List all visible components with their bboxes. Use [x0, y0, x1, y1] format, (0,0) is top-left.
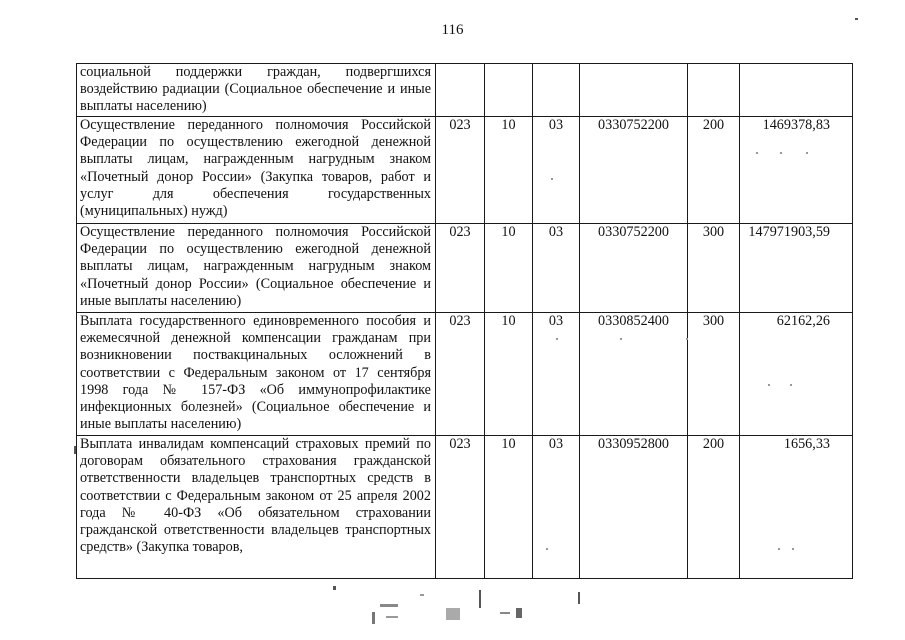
row-description: Выплата инвалидам компенсаций страховых премий по договорам обязательного страхования гражданской ответственности владельцев транспортных средств в соответствии с Федеральным законом от 25 апреля 2002 года № 40-ФЗ «Об обязательном страховании гражданской ответственности владельцев транспортных средств» (Закупка товаров, [77, 436, 436, 579]
target-article-code: 0330952800 [580, 436, 688, 579]
expense-type-code: 300 [688, 224, 740, 313]
row-description: социальной поддержки граждан, подвергшихся воздействию радиации (Социальное обеспечение и иные выплаты населению) [77, 64, 436, 117]
section-code: 10 [485, 436, 533, 579]
table-row [77, 436, 853, 579]
section-code [485, 64, 533, 117]
table-row [77, 64, 853, 117]
section-code: 10 [485, 313, 533, 436]
amount [740, 64, 853, 117]
ministry-code: 023 [436, 224, 485, 313]
ministry-code: 023 [436, 117, 485, 224]
amount: 147971903,59 [740, 224, 853, 313]
expense-type-code: 200 [688, 117, 740, 224]
target-article-code [580, 64, 688, 117]
subsection-code [533, 64, 580, 117]
target-article-code: 0330752200 [580, 117, 688, 224]
expense-type-code: 300 [688, 313, 740, 436]
row-description: Осуществление переданного полномочия Российской Федерации по осуществлению ежегодной денежной выплаты лицам, награжденным нагрудным знаком «Почетный донор России» (Закупка товаров, работ и услуг для обеспечения государственных (муниципальных) нужд) [77, 117, 436, 224]
subsection-code: 03 [533, 313, 580, 436]
table-row [77, 117, 853, 224]
row-description: Осуществление переданного полномочия Российской Федерации по осуществлению ежегодной денежной выплаты лицам, награжденным нагрудным знаком «Почетный донор России» (Социальное обеспечение и иные выплаты населению) [77, 224, 436, 313]
subsection-code: 03 [533, 117, 580, 224]
amount: 62162,26 [740, 313, 853, 436]
table-row [77, 313, 853, 436]
subsection-code: 03 [533, 436, 580, 579]
expense-type-code [688, 64, 740, 117]
page-number: 116 [441, 22, 464, 38]
amount: 1469378,83 [740, 117, 853, 224]
row-description: Выплата государственного единовременного пособия и ежемесячной денежной компенсации гражданам при возникновении поствакцинальных осложнений в соответствии с Федеральным законом от 17 сентября 1998 года № 157-ФЗ «Об иммунопрофилактике инфекционных болезней» (Социальное обеспечение и иные выплаты населению) [77, 313, 436, 436]
expense-type-code: 200 [688, 436, 740, 579]
amount: 1656,33 [740, 436, 853, 579]
target-article-code: 0330752200 [580, 224, 688, 313]
table-row [77, 224, 853, 313]
ministry-code: 023 [436, 313, 485, 436]
target-article-code: 0330852400 [580, 313, 688, 436]
budget-table [76, 63, 853, 579]
section-code: 10 [485, 117, 533, 224]
section-code: 10 [485, 224, 533, 313]
subsection-code: 03 [533, 224, 580, 313]
ministry-code [436, 64, 485, 117]
ministry-code: 023 [436, 436, 485, 579]
